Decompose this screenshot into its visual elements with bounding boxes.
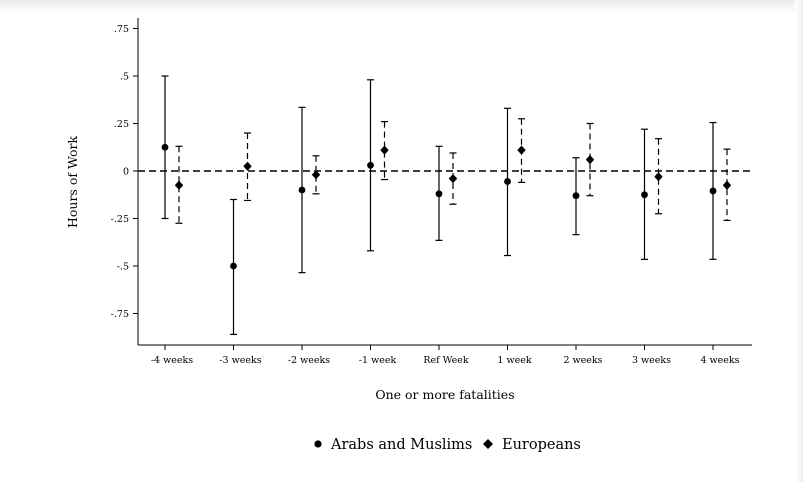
y-tick-label: 0 bbox=[122, 166, 129, 178]
legend-marker-europeans bbox=[483, 439, 493, 449]
x-tick-label: -3 weeks bbox=[219, 355, 262, 366]
x-tick-label: 4 weeks bbox=[700, 355, 740, 366]
point-marker bbox=[243, 162, 251, 171]
point-marker bbox=[436, 190, 443, 197]
series-group bbox=[162, 76, 732, 334]
y-tick-label: .75 bbox=[113, 24, 129, 35]
x-axis-title: One or more fatalities bbox=[375, 387, 515, 402]
legend-marker-arabs-and-muslims bbox=[314, 440, 321, 447]
point-marker bbox=[517, 146, 525, 155]
point-marker bbox=[641, 191, 648, 198]
y-tick-label: -.25 bbox=[110, 214, 129, 225]
x-tick-label: 3 weeks bbox=[631, 355, 672, 366]
point-marker bbox=[367, 162, 374, 169]
legend-label-europeans: Europeans bbox=[502, 437, 581, 453]
point-marker bbox=[175, 181, 183, 190]
legend-label-arabs-and-muslims: Arabs and Muslims bbox=[331, 437, 473, 453]
point-marker bbox=[230, 263, 237, 270]
y-axis-title: Hours of Work bbox=[65, 135, 80, 229]
series-arabs-and-muslims bbox=[162, 76, 717, 334]
point-marker bbox=[586, 155, 594, 164]
point-marker bbox=[162, 144, 169, 151]
axes bbox=[111, 18, 752, 366]
legend bbox=[314, 437, 580, 453]
x-tick-label: 2 weeks bbox=[563, 355, 603, 366]
point-marker bbox=[504, 178, 511, 185]
y-tick-label: .5 bbox=[119, 71, 129, 83]
x-tick-label: -1 week bbox=[358, 355, 397, 366]
x-tick-label: -4 weeks bbox=[150, 355, 194, 366]
point-marker bbox=[723, 181, 731, 190]
point-marker bbox=[573, 192, 580, 199]
point-marker bbox=[380, 146, 388, 155]
point-marker bbox=[449, 174, 457, 183]
y-tick-label: -.75 bbox=[110, 309, 129, 320]
point-marker bbox=[299, 187, 306, 194]
point-marker bbox=[710, 188, 717, 195]
x-tick-label: 1 week bbox=[497, 355, 532, 366]
x-tick-label: -2 weeks bbox=[287, 355, 331, 366]
y-tick-label: -.5 bbox=[116, 261, 129, 273]
y-tick-label: .25 bbox=[113, 119, 129, 130]
point-marker bbox=[654, 172, 662, 181]
x-tick-label: Ref Week bbox=[423, 355, 469, 366]
